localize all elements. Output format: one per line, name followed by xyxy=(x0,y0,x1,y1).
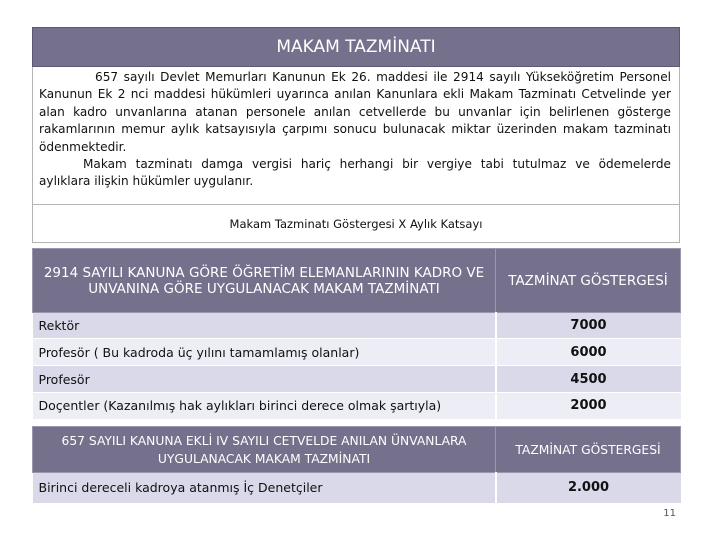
description-paragraph-1: 657 sayılı Devlet Memurları Kanunun Ek 26. maddesi ile 2914 sayılı Yükseköğretim Personel Kanunun Ek 2 nci maddesi hükümleri uyarınca anılan Kanunlara ekli Makam Tazminatı Cetvelinde yer alan kadro unvanlarına atanan personele anılan cetvellerde bu unvanlar için belirlenen gösterge rakamlarının memur aylık katsayısıyla çarpımı sonucu bulunacak miktar üzerinden makam tazminatı ödenmektedir. xyxy=(39,70,671,154)
table2-header-indicator: TAZMİNAT GÖSTERGESİ xyxy=(496,427,681,473)
row-value: 6000 xyxy=(496,339,681,366)
page-title: MAKAM TAZMİNATI xyxy=(32,27,680,67)
row-value: 2000 xyxy=(496,393,681,419)
info-frame xyxy=(32,27,680,243)
page-number: 11 xyxy=(663,508,676,519)
row-title: Rektör xyxy=(33,313,496,339)
table-row xyxy=(33,313,681,339)
auditor-allowance-table xyxy=(32,426,681,503)
row-value: 2.000 xyxy=(496,473,681,503)
row-value: 7000 xyxy=(496,313,681,339)
row-value: 4500 xyxy=(496,366,681,393)
description-paragraph-2: Makam tazminatı damga vergisi hariç herhangi bir vergiye tabi tutulmaz ve ödemelerde aylıklara ilişkin hükümler uygulanır. xyxy=(39,157,671,189)
table1-header-title: 2914 SAYILI KANUNA GÖRE ÖĞRETİM ELEMANLARININ KADRO VE UNVANINA GÖRE UYGULANACAK MAKAM TAZMİNATI xyxy=(33,249,496,313)
table-row xyxy=(33,473,681,503)
description-box xyxy=(32,67,680,205)
table-row xyxy=(33,366,681,393)
row-title: Doçentler (Kazanılmış hak aylıkları birinci derece olmak şartıyla) xyxy=(33,393,496,419)
table-row xyxy=(33,393,681,419)
table-header-row xyxy=(33,427,681,473)
table-header-row xyxy=(33,249,681,313)
table-row xyxy=(33,339,681,366)
row-title: Profesör ( Bu kadroda üç yılını tamamlamış olanlar) xyxy=(33,339,496,366)
formula-line: Makam Tazminatı Göstergesi X Aylık Katsayı xyxy=(32,205,680,243)
table2-header-title: 657 SAYILI KANUNA EKLİ IV SAYILI CETVELDE ANILAN ÜNVANLARA UYGULANACAK MAKAM TAZMİNATI xyxy=(33,427,496,473)
row-title: Profesör xyxy=(33,366,496,393)
row-title: Birinci dereceli kadroya atanmış İç Denetçiler xyxy=(33,473,496,503)
rector-allowance-table xyxy=(32,248,681,419)
table1-header-indicator: TAZMİNAT GÖSTERGESİ xyxy=(496,249,681,313)
